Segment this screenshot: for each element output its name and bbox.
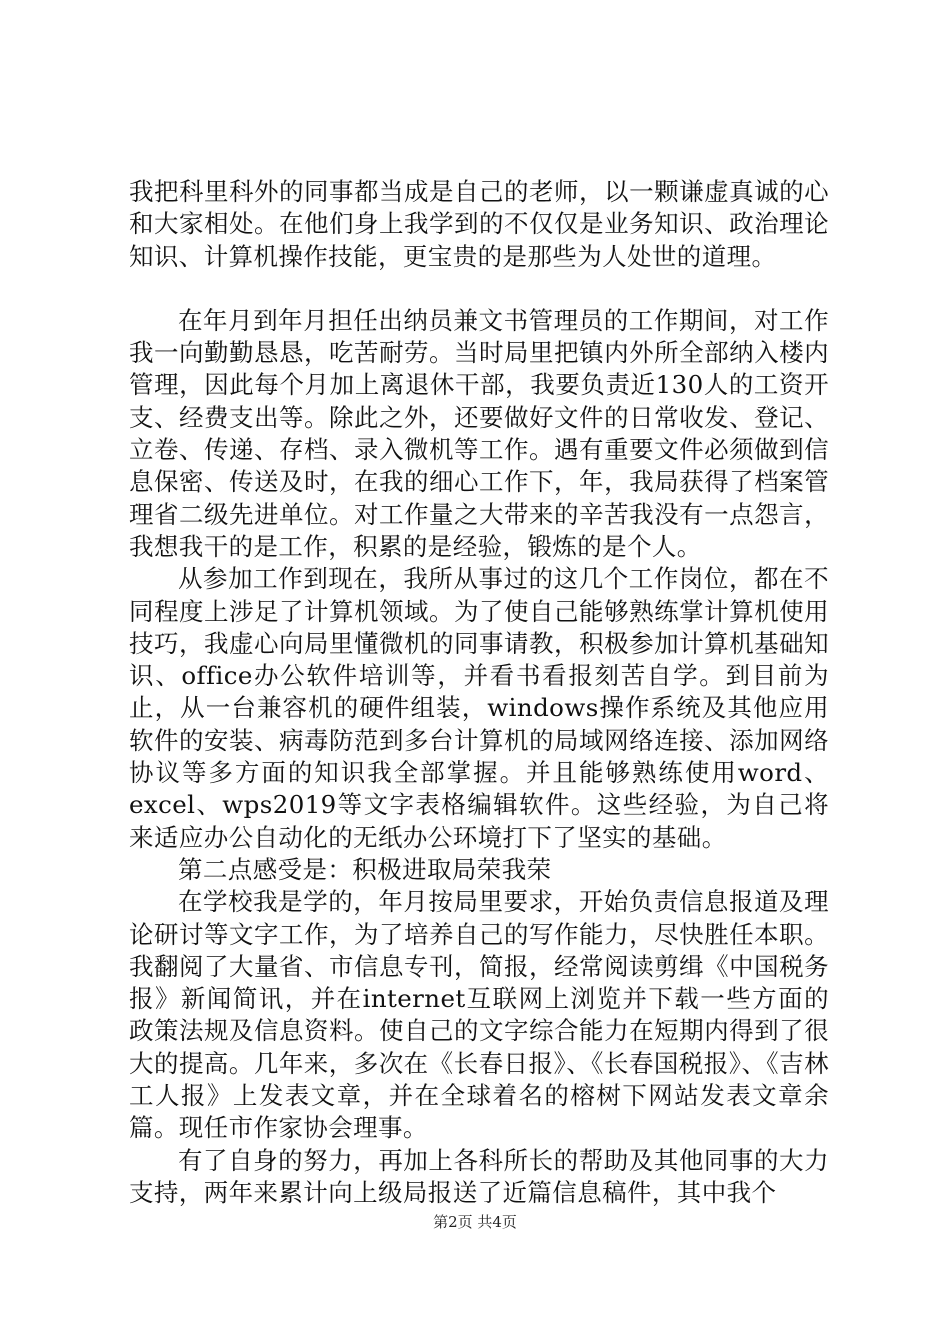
page-footer [0,1212,950,1232]
page-number: 第2页 [433,1213,473,1231]
section-heading-second-point: 第二点感受是：积极进取局荣我荣 [178,854,552,884]
page-total: 共4页 [477,1213,517,1231]
document-body [129,176,829,1209]
paragraph-computer-skills: 从参加工作到现在，我所从事过的这几个工作岗位，都在不同程度上涉足了计算机领域。为了使自己能够熟练掌计算机使用技巧，我虚心向局里懂微机的同事请教，积极参加计算机基础知识、office办公软件培训等，并看书看报刻苦自学。到目前为止，从一台兼容机的硬件组装，windows操作系统及其他应用软件的安装、病毒防范到多台计算机的局域网络连接、添加网络协议等多方面的知识我全部掌握。并且能够熟练使用word、excel、wps2019等文字表格编辑软件。这些经验，为自己将来适应办公自动化的无纸办公环境打下了坚实的基础。 [129,564,829,852]
paragraph-colleagues: 我把科里科外的同事都当成是自己的老师，以一颗谦虚真诚的心和大家相处。在他们身上我学到的不仅仅是业务知识、政治理论知识、计算机操作技能，更宝贵的是那些为人处世的道理。 [129,177,829,271]
paragraph-support: 有了自身的努力，再加上各科所长的帮助及其他同事的大力支持，两年来累计向上级局报送了近篇信息稿件，其中我个 [129,1145,829,1207]
paragraph-writing-work: 在学校我是学的，年月按局里要求，开始负责信息报道及理论研讨等文字工作，为了培养自己的写作能力，尽快胜任本职。我翻阅了大量省、市信息专刊，简报，经常阅读剪缉《中国税务报》新闻简讯，并在internet互联网上浏览并下载一些方面的政策法规及信息资料。使自己的文字综合能力在短期内得到了很大的提高。几年来，多次在《长春日报》、《长春国税报》、《吉林工人报》上发表文章，并在全球着名的榕树下网站发表文章余篇。现任市作家协会理事。 [129,887,829,1143]
paragraph-cashier-work: 在年月到年月担任出纳员兼文书管理员的工作期间，对工作我一向勤勤恳恳，吃苦耐劳。当时局里把镇内外所全部纳入楼内管理，因此每个月加上离退休干部，我要负责近130人的工资开支、经费支出等。除此之外，还要做好文件的日常收发、登记、立卷、传递、存档、录入微机等工作。遇有重要文件必须做到信息保密、传送及时，在我的细心工作下，年，我局获得了档案管理省二级先进单位。对工作量之大带来的辛苦我没有一点怨言，我想我干的是工作，积累的是经验，锻炼的是个人。 [129,305,829,561]
